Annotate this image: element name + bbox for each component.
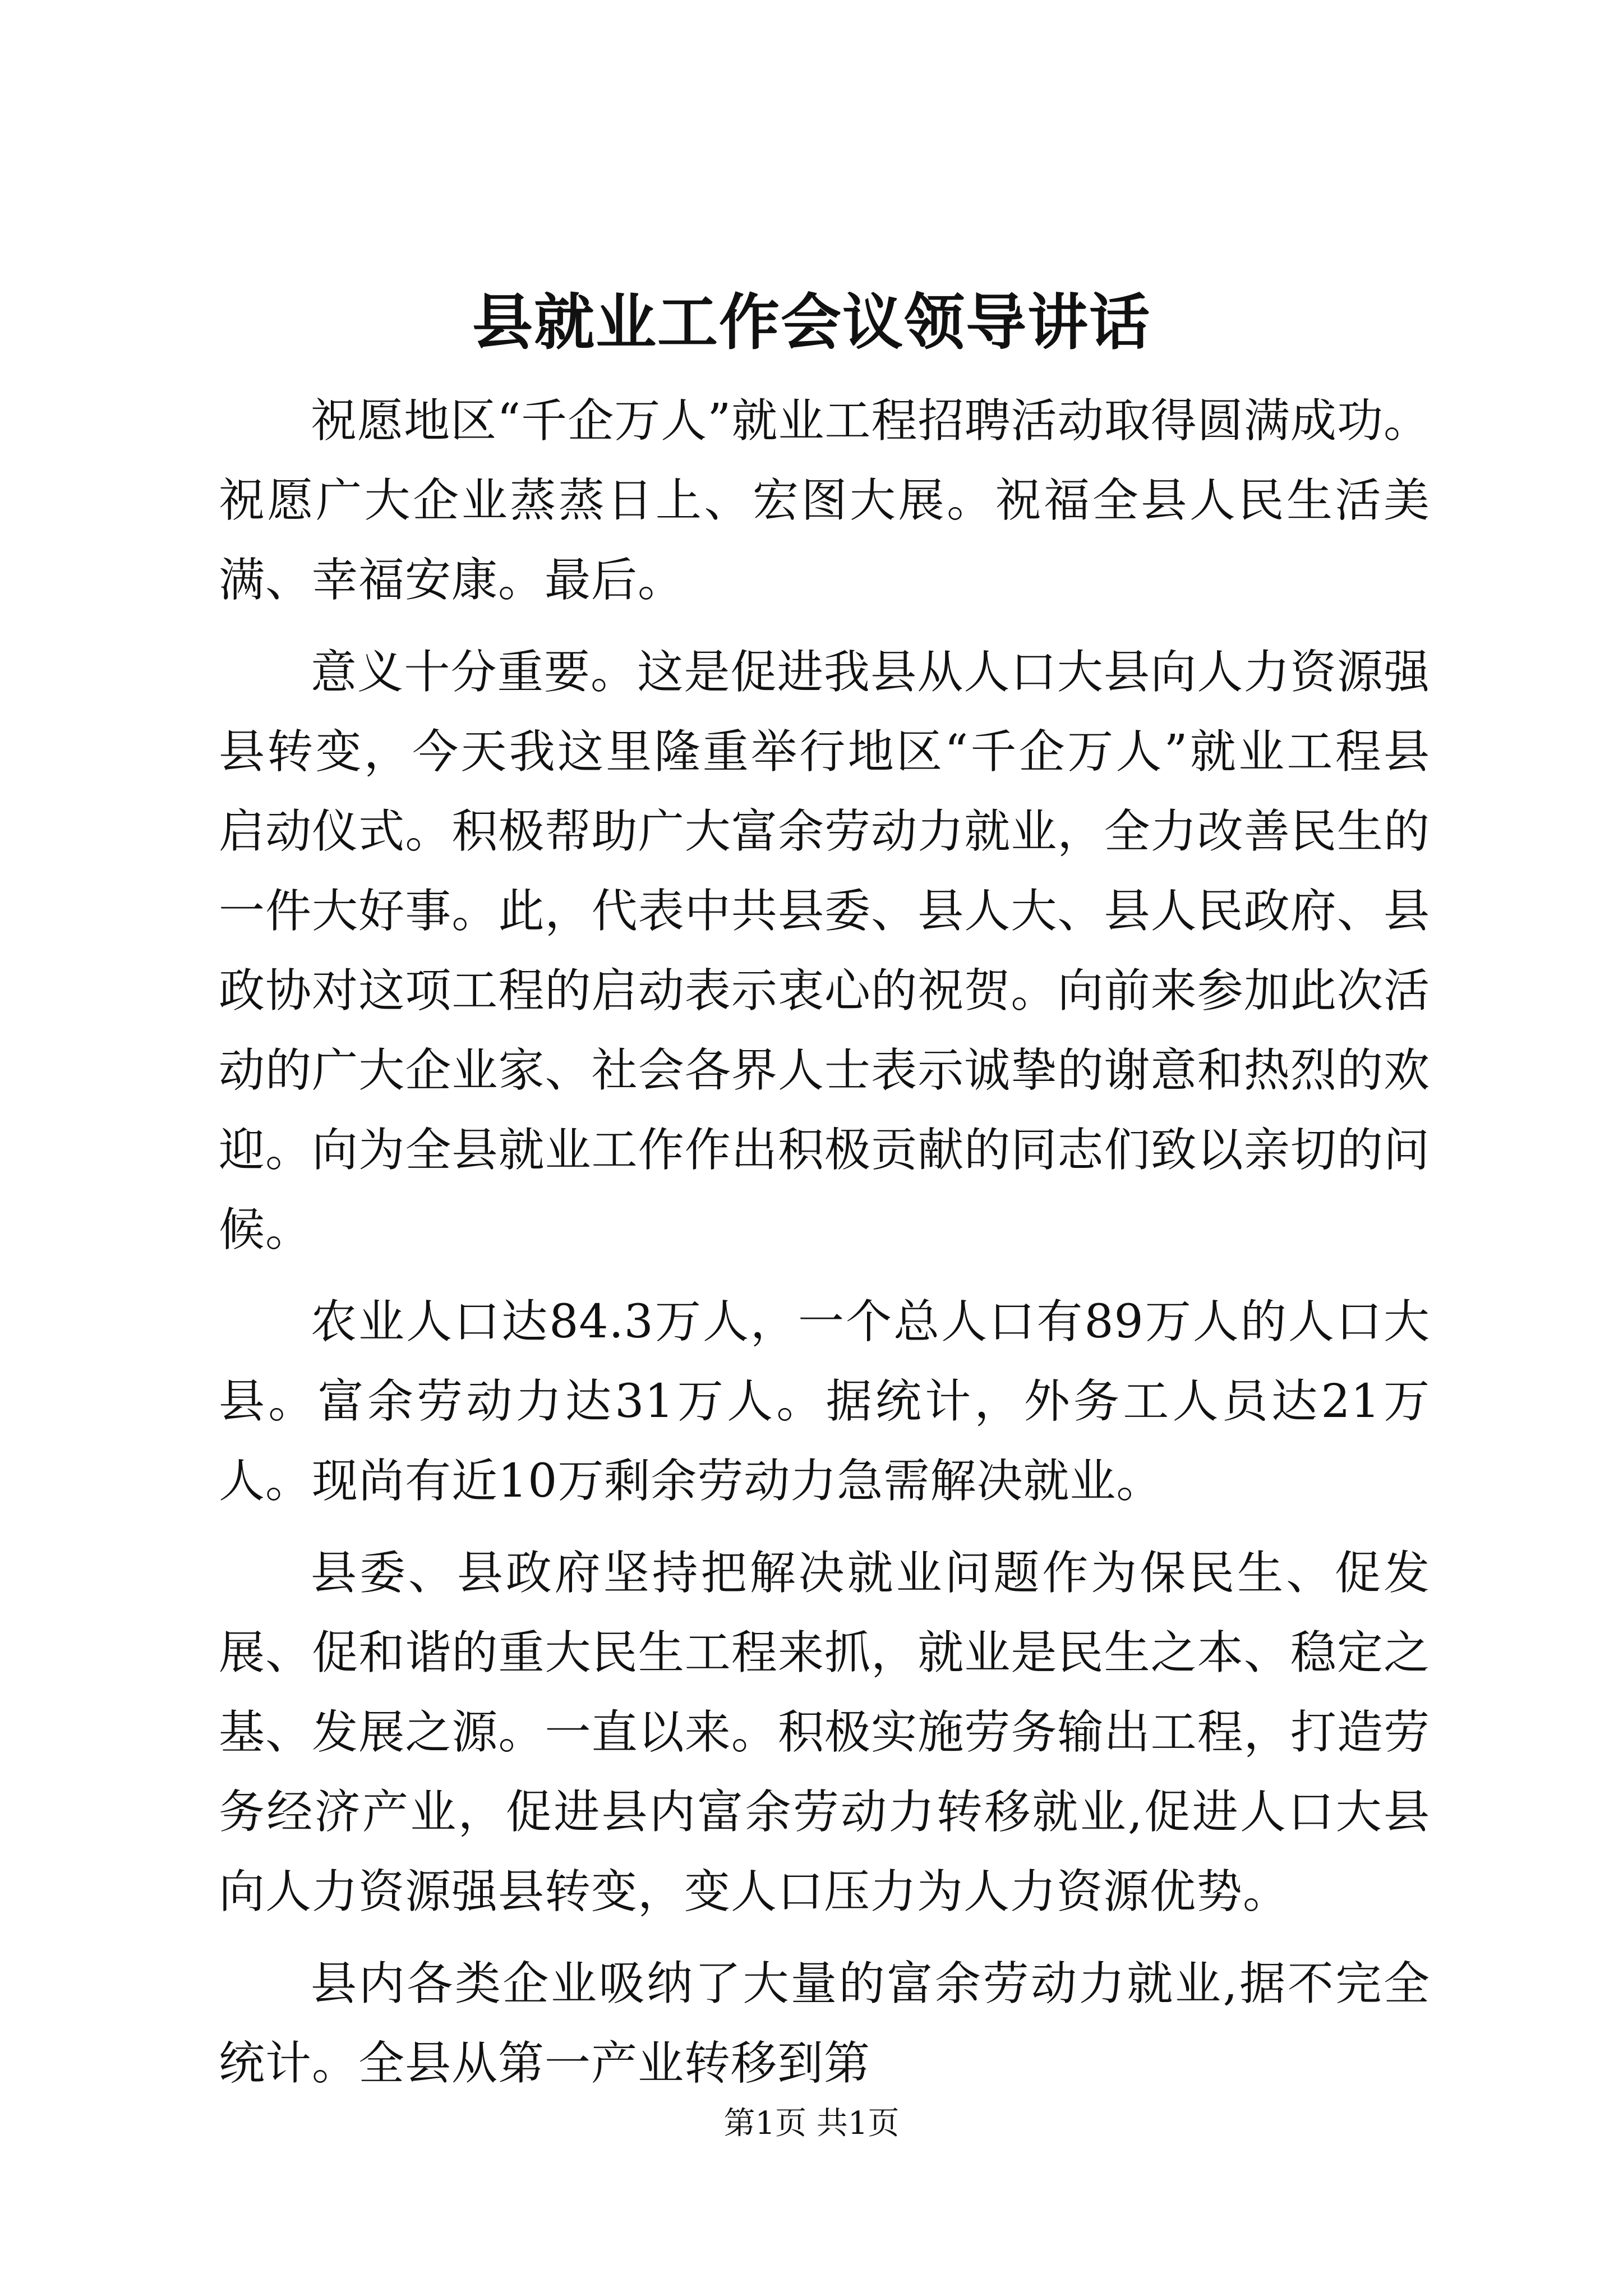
document-body [219,381,1430,2116]
paragraph: 县委、县政府坚持把解决就业问题作为保民生、促发展、促和谐的重大民生工程来抓，就业是民生之本、稳定之基、发展之源。一直以来。积极实施劳务输出工程，打造劳务经济产业，促进县内富余劳动力转移就业,促进人口大县向人力资源强县转变，变人口压力为人力资源优势。 [219,1547,1430,1918]
paragraph: 农业人口达84.3万人，一个总人口有89万人的人口大县。富余劳动力达31万人。据统计，外务工人员达21万人。现尚有近10万剩余劳动力急需解决就业。 [219,1295,1430,1508]
paragraph: 县内各类企业吸纳了大量的富余劳动力就业,据不完全统计。全县从第一产业转移到第 [219,1957,1430,2090]
document-title: 县就业工作会议领导讲话 [472,287,1151,358]
paragraph: 祝愿地区“千企万人”就业工程招聘活动取得圆满成功。祝愿广大企业蒸蒸日上、宏图大展。祝福全县人民生活美满、幸福安康。最后。 [219,394,1430,607]
paragraph: 意义十分重要。这是促进我县从人口大县向人力资源强县转变，今天我这里隆重举行地区“千企万人”就业工程县启动仪式。积极帮助广大富余劳动力就业，全力改善民生的一件大好事。此，代表中共县委、县人大、县人民政府、县政协对这项工程的启动表示衷心的祝贺。向前来参加此次活动的广大企业家、社会各界人士表示诚挚的谢意和热烈的欢迎。向为全县就业工作作出积极贡献的同志们致以亲切的问候。 [219,646,1430,1257]
page-footer: 第1页 共1页 [723,2105,900,2142]
